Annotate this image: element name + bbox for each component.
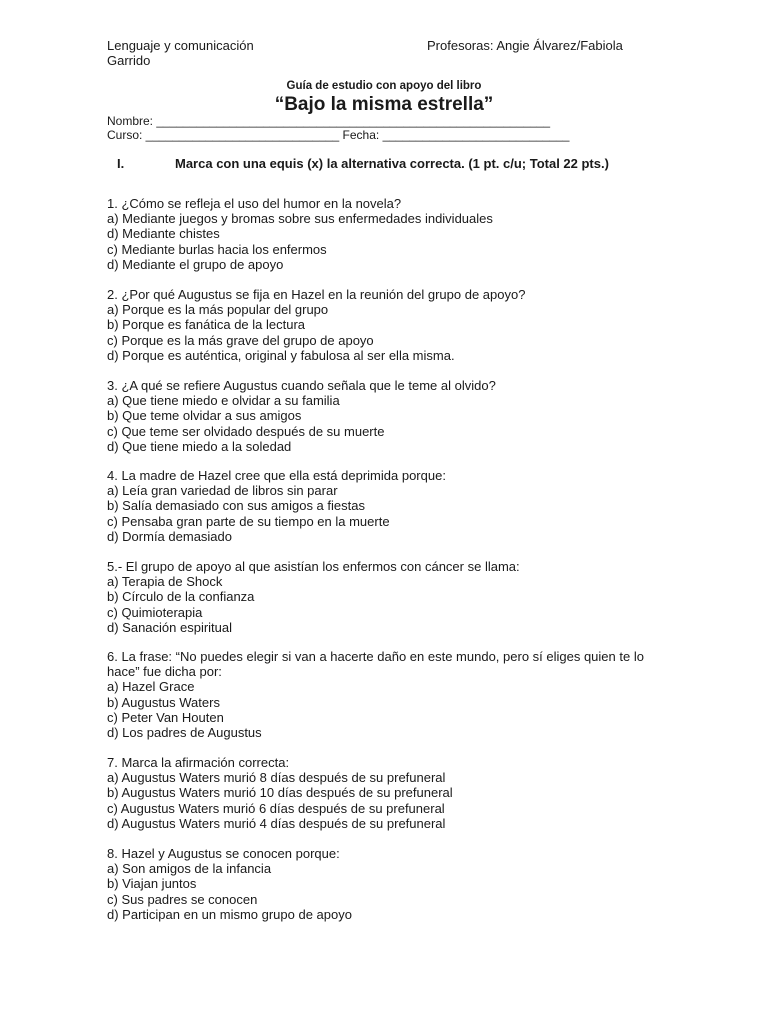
teachers-label-continued: Garrido: [107, 53, 151, 68]
answer-option[interactable]: d) Sanación espiritual: [107, 619, 233, 635]
question-block: [107, 846, 667, 922]
answer-option[interactable]: b) Porque es fanática de la lectura: [107, 317, 306, 333]
answer-option[interactable]: a) Augustus Waters murió 8 días después de su prefuneral: [107, 770, 446, 786]
answer-option[interactable]: d) Participan en un mismo grupo de apoyo: [107, 906, 352, 922]
answer-option[interactable]: d) Augustus Waters murió 4 días después de su prefuneral: [107, 815, 446, 831]
question-block: [107, 378, 667, 454]
answer-option[interactable]: c) Porque es la más grave del grupo de apoyo: [107, 332, 374, 348]
question-text: 5.- El grupo de apoyo al que asistían los enfermos con cáncer se llama:: [107, 559, 520, 574]
answer-option[interactable]: d) Mediante chistes: [107, 226, 220, 242]
answer-option[interactable]: c) Augustus Waters murió 6 días después de su prefuneral: [107, 800, 445, 816]
answer-option[interactable]: a) Porque es la más popular del grupo: [107, 302, 329, 318]
question-text: 2. ¿Por qué Augustus se fija en Hazel en la reunión del grupo de apoyo?: [107, 287, 526, 302]
guide-subtitle: Guía de estudio con apoyo del libro: [286, 80, 482, 92]
section-instruction: Marca con una equis (x) la alternativa correcta. (1 pt. c/u; Total 22 pts.): [175, 156, 609, 171]
answer-option[interactable]: c) Sus padres se conocen: [107, 891, 258, 907]
subject-label: Lenguaje y comunicación: [107, 38, 254, 53]
answer-option[interactable]: d) Dormía demasiado: [107, 528, 232, 544]
answer-option[interactable]: a) Mediante juegos y bromas sobre sus enfermedades individuales: [107, 211, 493, 227]
answer-option[interactable]: a) Son amigos de la infancia: [107, 861, 272, 877]
answer-option[interactable]: a) Que tiene miedo e olvidar a su familia: [107, 393, 340, 409]
answer-option[interactable]: c) Pensaba gran parte de su tiempo en la muerte: [107, 513, 390, 529]
name-field-line[interactable]: Nombre: ___________________________________________________________: [107, 114, 551, 128]
section-number: I.: [117, 156, 125, 171]
answer-option[interactable]: c) Peter Van Houten: [107, 709, 224, 725]
answer-option[interactable]: a) Leía gran variedad de libros sin parar: [107, 483, 338, 499]
question-block: [107, 287, 667, 363]
question-text: 8. Hazel y Augustus se conocen porque:: [107, 846, 340, 861]
answer-option[interactable]: b) Círculo de la confianza: [107, 589, 255, 605]
answer-option[interactable]: a) Terapia de Shock: [107, 574, 223, 590]
answer-option[interactable]: b) Viajan juntos: [107, 876, 197, 892]
answer-option[interactable]: d) Porque es auténtica, original y fabulosa al ser ella misma.: [107, 347, 455, 363]
answer-option[interactable]: d) Los padres de Augustus: [107, 725, 262, 741]
question-text: 7. Marca la afirmación correcta:: [107, 755, 290, 770]
book-title: “Bajo la misma estrella”: [274, 94, 494, 115]
answer-option[interactable]: b) Augustus Waters murió 10 días después de su prefuneral: [107, 785, 453, 801]
answer-option[interactable]: d) Que tiene miedo a la soledad: [107, 438, 292, 454]
question-text: 1. ¿Cómo se refleja el uso del humor en la novela?: [107, 196, 402, 211]
question-block: [107, 559, 667, 635]
answer-option[interactable]: b) Que teme olvidar a sus amigos: [107, 408, 302, 424]
question-block: [107, 755, 667, 831]
course-date-field-line[interactable]: Curso: _____________________________ Fecha: ____________________________: [107, 128, 570, 142]
teachers-label: Profesoras: Angie Álvarez/Fabiola: [427, 38, 623, 53]
answer-option[interactable]: c) Que teme ser olvidado después de su muerte: [107, 423, 385, 439]
answer-option[interactable]: a) Hazel Grace: [107, 679, 195, 695]
answer-option[interactable]: b) Augustus Waters: [107, 694, 220, 710]
answer-option[interactable]: d) Mediante el grupo de apoyo: [107, 256, 284, 272]
answer-option[interactable]: c) Quimioterapia: [107, 604, 203, 620]
question-text: 4. La madre de Hazel cree que ella está deprimida porque:: [107, 468, 446, 483]
question-text: 3. ¿A qué se refiere Augustus cuando señala que le teme al olvido?: [107, 378, 496, 393]
question-block: [107, 468, 667, 544]
answer-option[interactable]: b) Salía demasiado con sus amigos a fiestas: [107, 498, 365, 514]
answer-option[interactable]: c) Mediante burlas hacia los enfermos: [107, 241, 327, 257]
question-text: 6. La frase: “No puedes elegir si van a hacerte daño en este mundo, pero sí eliges quien te lo hace” fue dicha por:: [107, 649, 644, 680]
question-block: [107, 196, 667, 272]
question-block: [107, 649, 667, 740]
